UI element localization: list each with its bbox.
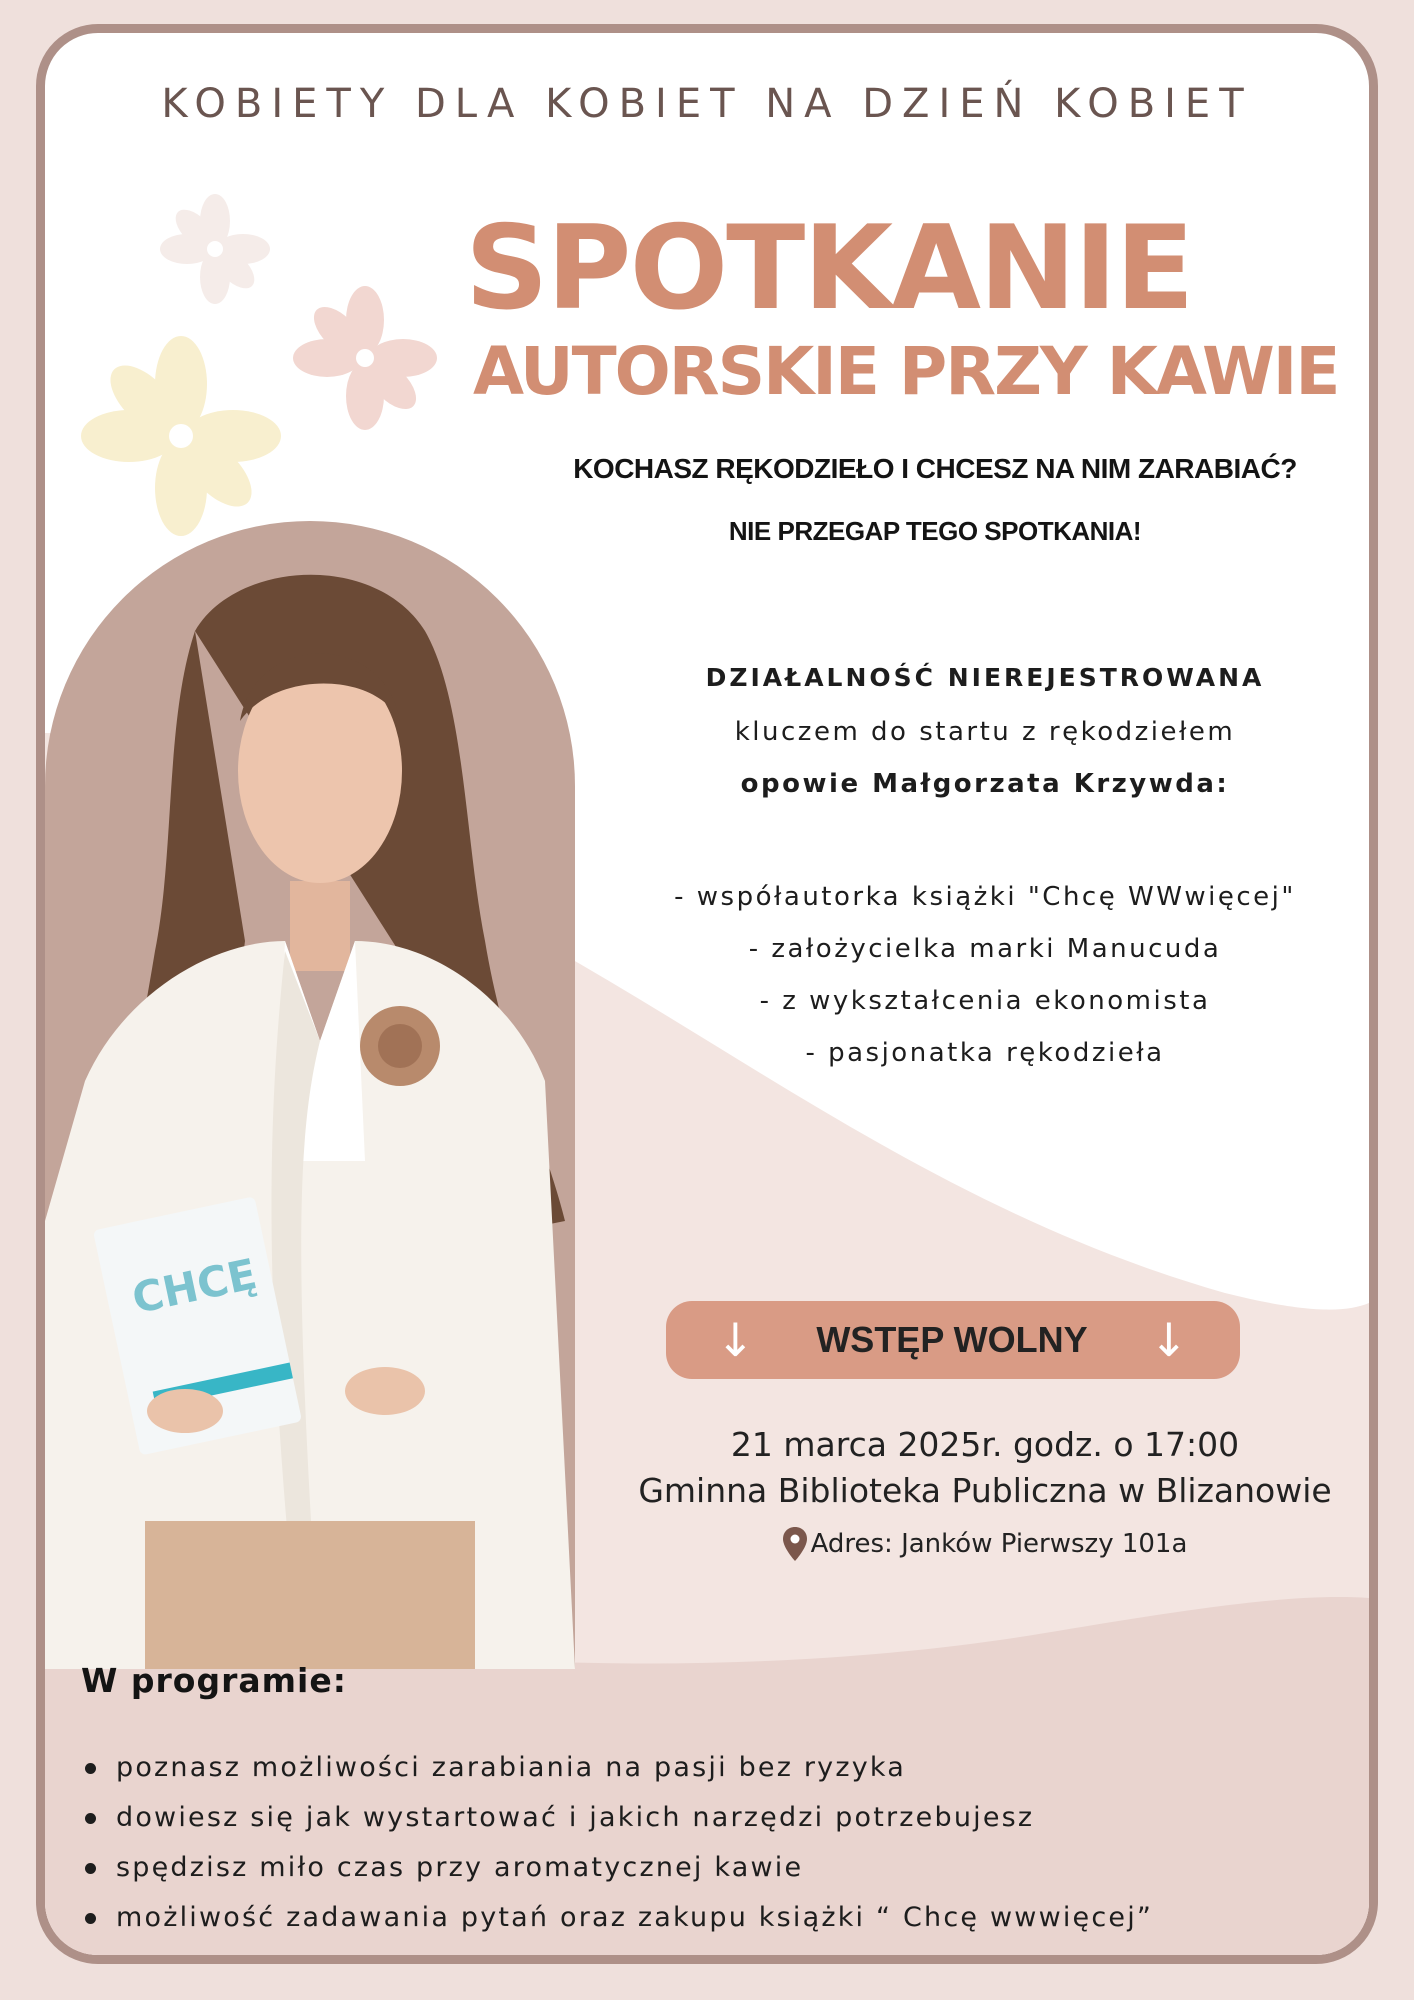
speaker-bio-list	[605, 871, 1365, 1079]
program-item-text: spędzisz miło czas przy aromatycznej kawie	[116, 1852, 804, 1883]
bullet-icon	[85, 1863, 96, 1874]
flower-icon	[81, 336, 281, 536]
tagline: KOBIETY DLA KOBIET NA DZIEŃ KOBIET	[161, 81, 1253, 127]
subhead-callout: NIE PRZEGAP TEGO SPOTKANIA!	[728, 516, 1142, 546]
event-date-time: 21 marca 2025r. godz. o 17:00	[730, 1425, 1240, 1464]
address-text: Adres: Janków Pierwszy 101a	[810, 1529, 1188, 1559]
program-list	[85, 1743, 1285, 1943]
bio-item: - założycielka marki Manucuda	[748, 934, 1222, 964]
program-item	[85, 1843, 1285, 1893]
bio-item: - współautorka książki "Chcę WWwięcej"	[674, 882, 1296, 912]
speaker-illustration	[45, 521, 575, 1669]
bullet-icon	[85, 1813, 96, 1824]
title-sub: AUTORSKIE PRZY KAWIE	[473, 333, 1339, 410]
program-item	[85, 1743, 1285, 1793]
program-item-text: poznasz możliwości zarabiania na pasji bez ryzyka	[116, 1752, 907, 1783]
program-item	[85, 1893, 1285, 1943]
event-address	[605, 1527, 1365, 1561]
flower-icon	[160, 194, 270, 304]
arrow-down-icon: ↓	[716, 1313, 755, 1367]
subhead-question: KOCHASZ RĘKODZIEŁO I CHCESZ NA NIM ZARABIAĆ?	[573, 453, 1297, 484]
free-entry-label: WSTĘP WOLNY	[816, 1319, 1088, 1360]
map-pin-icon	[783, 1527, 807, 1561]
program-heading: W programie:	[81, 1661, 347, 1700]
poster-frame	[36, 24, 1378, 1964]
bullet-icon	[85, 1913, 96, 1924]
event-venue: Gminna Biblioteka Publiczna w Blizanowie	[638, 1471, 1332, 1510]
bio-item: - z wykształcenia ekonomista	[759, 986, 1211, 1016]
program-item-text: możliwość zadawania pytań oraz zakupu książki “ Chcę wwwięcej”	[116, 1902, 1154, 1933]
bio-item: - pasjonatka rękodzieła	[805, 1038, 1165, 1068]
free-entry-banner	[666, 1301, 1240, 1379]
arrow-down-icon: ↓	[1149, 1313, 1188, 1367]
program-item	[85, 1793, 1285, 1843]
info-speaker: opowie Małgorzata Krzywda:	[740, 769, 1230, 799]
svg-text:CHCĘ: CHCĘ	[127, 1249, 261, 1324]
bullet-icon	[85, 1763, 96, 1774]
info-heading: DZIAŁALNOŚĆ NIEREJESTROWANA	[705, 663, 1265, 692]
title-main: SPOTKANIE	[465, 201, 1193, 336]
speaker-photo	[45, 521, 575, 1669]
program-item-text: dowiesz się jak wystartować i jakich narzędzi potrzebujesz	[116, 1802, 1035, 1833]
info-line: kluczem do startu z rękodziełem	[734, 717, 1236, 747]
flower-icon	[293, 286, 437, 430]
